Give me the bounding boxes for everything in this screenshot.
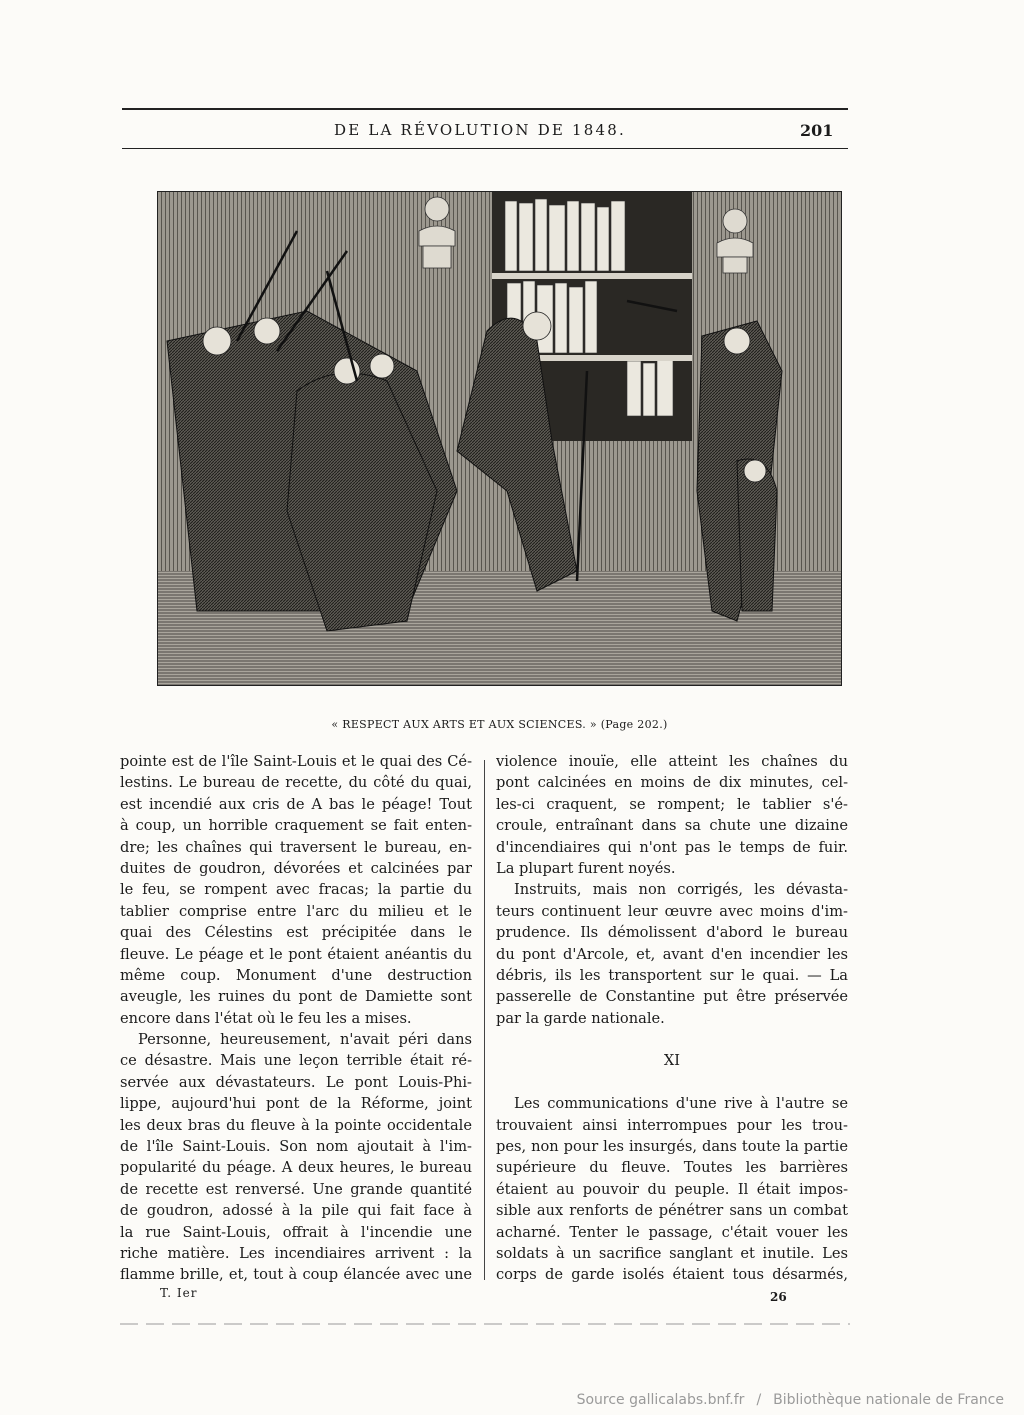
top-rule <box>122 108 848 110</box>
left-text-column <box>120 751 472 1286</box>
text-line: par la garde nationale. <box>496 1009 665 1027</box>
text-line: popularité du péage. A deux heures, le bureau <box>120 1159 472 1177</box>
text-line: flamme brille, et, tout à coup élancée avec une <box>120 1266 472 1284</box>
source-footer <box>571 1392 1010 1408</box>
text-line: passerelle de Constantine put être préservée <box>496 988 848 1006</box>
footer-separator: / <box>756 1392 762 1408</box>
text-line: débris, ils les transportent sur le quai. — La <box>496 966 848 984</box>
text-line: même coup. Monument d'une destruction <box>120 966 472 984</box>
text-line: duites de goudron, dévorées et calcinées par <box>120 859 472 877</box>
text-line: de goudron, adossé à la pile qui fait face à <box>120 1202 472 1220</box>
source-link[interactable]: Source gallicalabs.bnf.fr <box>576 1392 745 1408</box>
text-line: est incendié aux cris de A bas le péage! Tout <box>120 795 472 813</box>
text-line: violence inouïe, elle atteint les chaînes du <box>496 753 848 770</box>
text-line: Personne, heureusement, n'avait péri dans <box>138 1031 472 1049</box>
illustration-caption: « RESPECT AUX ARTS ET AUX SCIENCES. » (Page 202.) <box>331 718 668 731</box>
text-line: pointe est de l'île Saint-Louis et le quai des Cé- <box>120 753 472 770</box>
text-line: d'incendiaires qui n'ont pas le temps de fuir. <box>496 838 848 856</box>
library-name: Bibliothèque nationale de France <box>773 1392 1004 1408</box>
volume-signature: T. Ier <box>160 1286 198 1300</box>
text-line: de l'île Saint-Louis. Son nom ajoutait à l'im- <box>120 1138 472 1156</box>
running-title: DE LA RÉVOLUTION DE 1848. <box>333 121 626 139</box>
text-line: Les communications d'une rive à l'autre se <box>514 1095 848 1113</box>
text-line: fleuve. Le péage et le pont étaient anéantis du <box>120 945 472 963</box>
text-line: sible aux renforts de pénétrer sans un combat <box>496 1202 848 1220</box>
sheet-signature: 26 <box>770 1290 787 1304</box>
spacer <box>496 1029 848 1050</box>
text-line: les deux bras du fleuve à la pointe occidentale <box>120 1116 472 1134</box>
text-line: lestins. Le bureau de recette, du côté du quai, <box>120 774 472 792</box>
text-line: La plupart furent noyés. <box>496 859 676 877</box>
section-heading: XI <box>663 1052 681 1070</box>
text-line: teurs continuent leur œuvre avec moins d'im- <box>496 902 848 920</box>
text-line: à coup, un horrible craquement se fait enten- <box>120 817 472 835</box>
text-line: le feu, se rompent avec fracas; la partie du <box>120 881 472 899</box>
text-line: la rue Saint-Louis, offrait à l'incendie une <box>120 1223 472 1241</box>
text-line: les-ci craquent, se rompent; le tablier s'é- <box>496 795 848 813</box>
text-line: pont calcinées en moins de dix minutes, cel- <box>496 774 848 792</box>
engraving-illustration <box>157 191 842 686</box>
column-divider <box>484 760 485 1280</box>
page-number: 201 <box>800 121 834 140</box>
text-line: soldats à un sacrifice sanglant et inutile. Les <box>496 1244 848 1262</box>
text-line: Instruits, mais non corrigés, les dévasta- <box>514 881 848 899</box>
text-line: lippe, aujourd'hui pont de la Réforme, joint <box>120 1095 472 1113</box>
text-line: quai des Célestins est précipitée dans le <box>120 924 472 942</box>
text-line: dre; les chaînes qui traversent le bureau, en- <box>120 838 472 856</box>
text-line: aveugle, les ruines du pont de Damiette sont <box>120 988 472 1006</box>
text-line: trouvaient ainsi interrompues pour les trou- <box>496 1116 848 1134</box>
text-line: prudence. Ils démolissent d'abord le bureau <box>496 924 848 942</box>
text-line: servée aux dévastateurs. Le pont Louis-Phi- <box>120 1073 472 1091</box>
spacer <box>496 1072 848 1093</box>
bottom-trace-line <box>120 1323 850 1325</box>
text-line: croule, entraînant dans sa chute une dizaine <box>496 817 848 835</box>
text-line: supérieure du fleuve. Toutes les barrières <box>496 1159 848 1177</box>
text-line: du pont d'Arcole, et, avant d'en incendier les <box>496 945 848 963</box>
text-line: ce désastre. Mais une leçon terrible était ré- <box>120 1052 472 1070</box>
text-line: étaient au pouvoir du peuple. Il était impos- <box>496 1180 848 1198</box>
text-line: de recette est renversé. Une grande quantité <box>120 1180 472 1198</box>
text-line: tablier comprise entre l'arc du milieu et le <box>120 902 472 920</box>
text-line: acharné. Tenter le passage, c'était vouer les <box>496 1223 848 1241</box>
text-line: riche matière. Les incendiaires arrivent : la <box>120 1244 472 1262</box>
text-line: pes, non pour les insurgés, dans toute la partie <box>496 1138 848 1156</box>
text-line: corps de garde isolés étaient tous désarmés, <box>496 1266 848 1284</box>
text-line: encore dans l'état où le feu les a mises. <box>120 1009 412 1027</box>
header-rule <box>122 148 848 149</box>
right-text-column <box>496 751 848 1286</box>
